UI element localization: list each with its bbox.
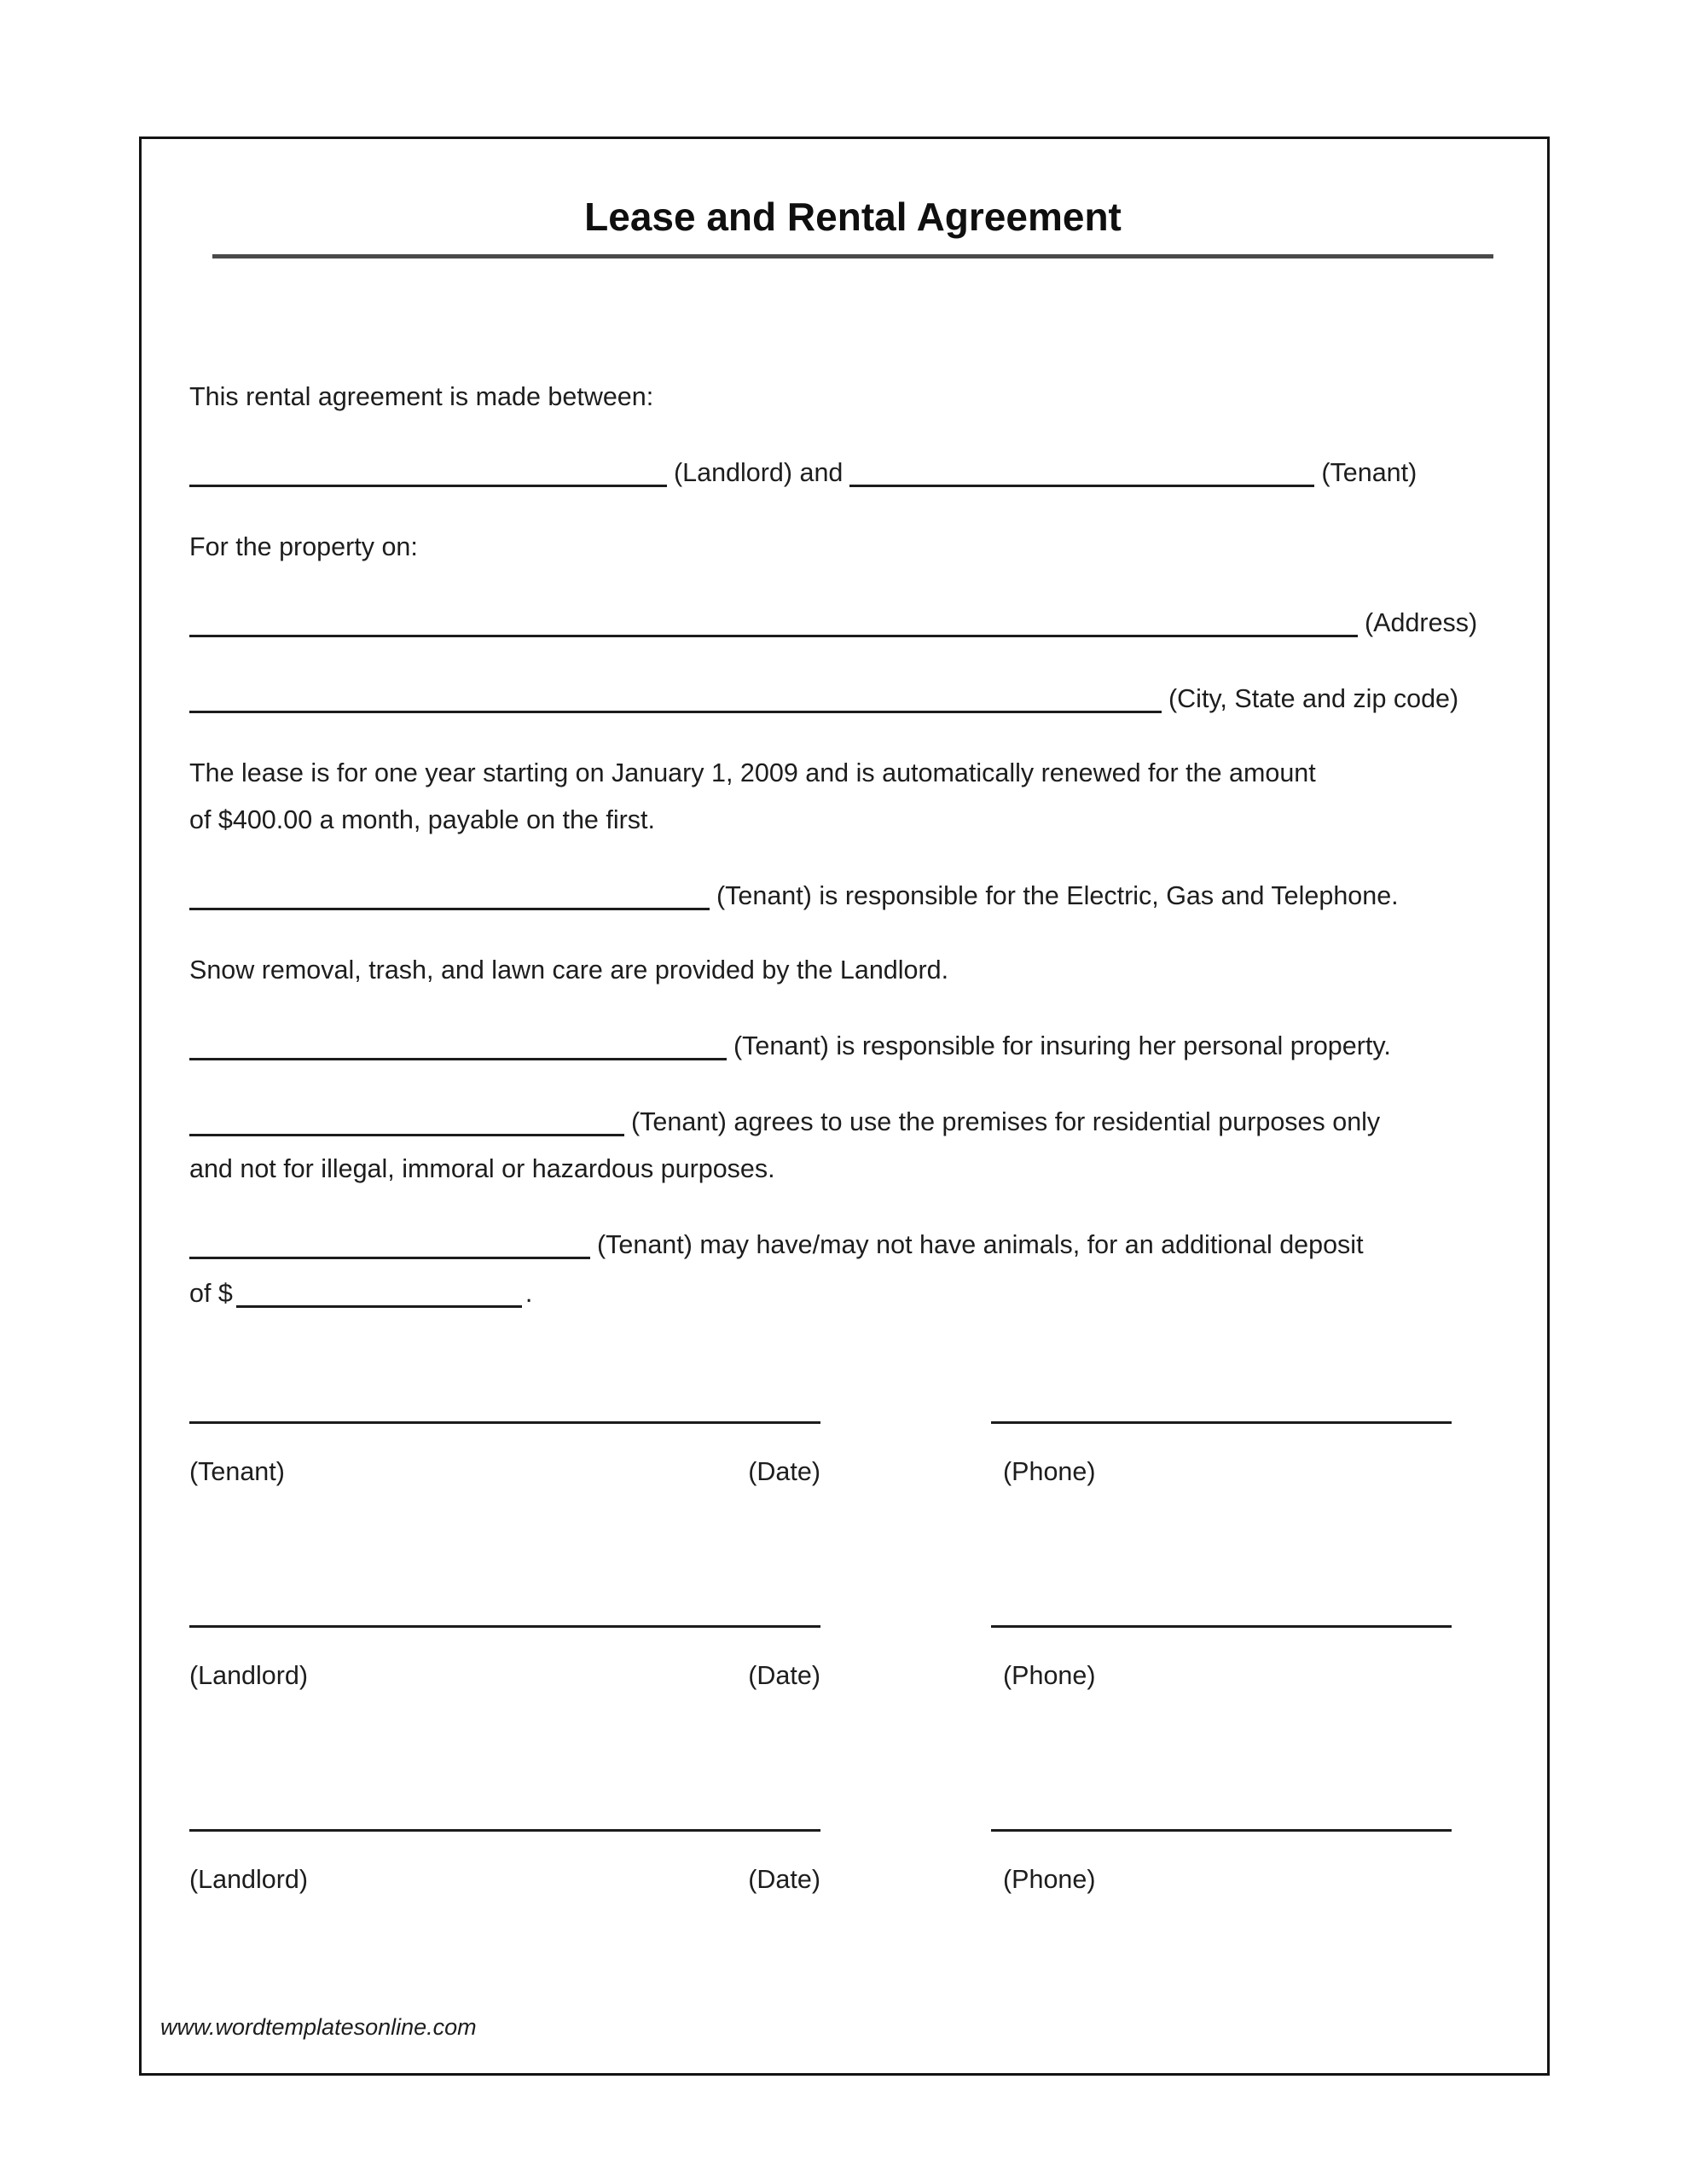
property-intro-text: For the property on: [189,532,418,561]
tenant-label: (Tenant) [1321,458,1417,487]
animals-text1: (Tenant) may have/may not have animals, for an additional deposit [597,1230,1364,1259]
phone-labels [991,1658,1452,1693]
residential-use-text2: and not for illegal, immoral or hazardous purposes. [189,1154,775,1183]
signature-date-column [189,1623,820,1693]
utilities-line [189,871,1516,920]
date-label: (Date) [748,1865,820,1894]
landlord-provides-text: Snow removal, trash, and lawn care are provided by the Landlord. [189,956,949,985]
insurance-tenant-blank[interactable] [189,1027,727,1060]
landlord-label: (Landlord) and [674,458,844,487]
residential-use-line2 [189,1146,1516,1193]
signature-block-landlord-1 [189,1623,1516,1693]
phone-labels [991,1455,1452,1489]
animals-line2 [189,1269,1516,1317]
insurance-label: (Tenant) is responsible for insuring her personal property. [733,1031,1391,1060]
utilities-label: (Tenant) is responsible for the Electric, Gas and Telephone. [716,881,1399,910]
lease-terms-line2 [189,797,1516,844]
phone-column [991,1420,1452,1489]
landlord1-signature-date-line[interactable] [189,1623,820,1628]
animals-tenant-blank[interactable] [189,1226,590,1259]
page-content [142,139,1547,2073]
website-credit: www.wordtemplatesonline.com [160,2014,477,2040]
date-label: (Date) [748,1457,820,1486]
phone-column [991,1623,1452,1693]
signature-block-landlord-2 [189,1827,1516,1896]
parties-line [189,448,1516,497]
address-blank[interactable] [189,604,1358,637]
intro-paragraph [189,374,1516,421]
phone-labels [991,1862,1452,1896]
landlord-provides-line [189,947,1516,994]
city-state-zip-blank[interactable] [189,680,1162,713]
signature-labels [189,1455,820,1489]
address-label: (Address) [1365,608,1478,637]
page-border-frame [139,136,1550,2076]
signature-labels [189,1862,820,1896]
deposit-prefix: of $ [189,1279,233,1308]
deposit-suffix: . [525,1279,533,1308]
property-intro-paragraph [189,524,1516,571]
signature-date-column [189,1420,820,1489]
phone-label: (Phone) [1003,1661,1096,1690]
tenant-signature-date-line[interactable] [189,1420,820,1424]
signature-section [189,1420,1516,1896]
signature-labels [189,1658,820,1693]
phone-label: (Phone) [1003,1457,1096,1486]
animals-line1 [189,1220,1516,1269]
residential-tenant-blank[interactable] [189,1103,624,1136]
signature-date-column [189,1827,820,1896]
signature-block-tenant [189,1420,1516,1489]
tenant-name-blank[interactable] [849,454,1314,487]
insurance-line [189,1021,1516,1070]
residential-use-line1 [189,1097,1516,1146]
role-label: (Landlord) [189,1661,309,1690]
phone-column [991,1827,1452,1896]
document-title: Lease and Rental Agreement [584,195,1122,239]
lease-terms-line1 [189,750,1516,797]
landlord2-phone-line[interactable] [991,1827,1452,1832]
lease-terms-text2: of $400.00 a month, payable on the first. [189,805,655,834]
utilities-tenant-blank[interactable] [189,877,710,910]
title-divider [212,254,1493,258]
date-label: (Date) [748,1661,820,1690]
city-label: (City, State and zip code) [1168,684,1459,713]
landlord1-phone-line[interactable] [991,1623,1452,1628]
agreement-body [189,374,1516,1896]
landlord-name-blank[interactable] [189,454,667,487]
intro-text: This rental agreement is made between: [189,382,654,411]
deposit-amount-blank[interactable] [236,1275,522,1308]
address-line [189,598,1516,647]
tenant-phone-line[interactable] [991,1420,1452,1424]
residential-use-text1: (Tenant) agrees to use the premises for residential purposes only [631,1107,1381,1136]
landlord2-signature-date-line[interactable] [189,1827,820,1832]
city-state-zip-line [189,674,1516,723]
role-label: (Tenant) [189,1457,285,1486]
lease-terms-text1: The lease is for one year starting on January 1, 2009 and is automatically renewed for the amount [189,758,1316,787]
phone-label: (Phone) [1003,1865,1096,1894]
role-label: (Landlord) [189,1865,309,1894]
